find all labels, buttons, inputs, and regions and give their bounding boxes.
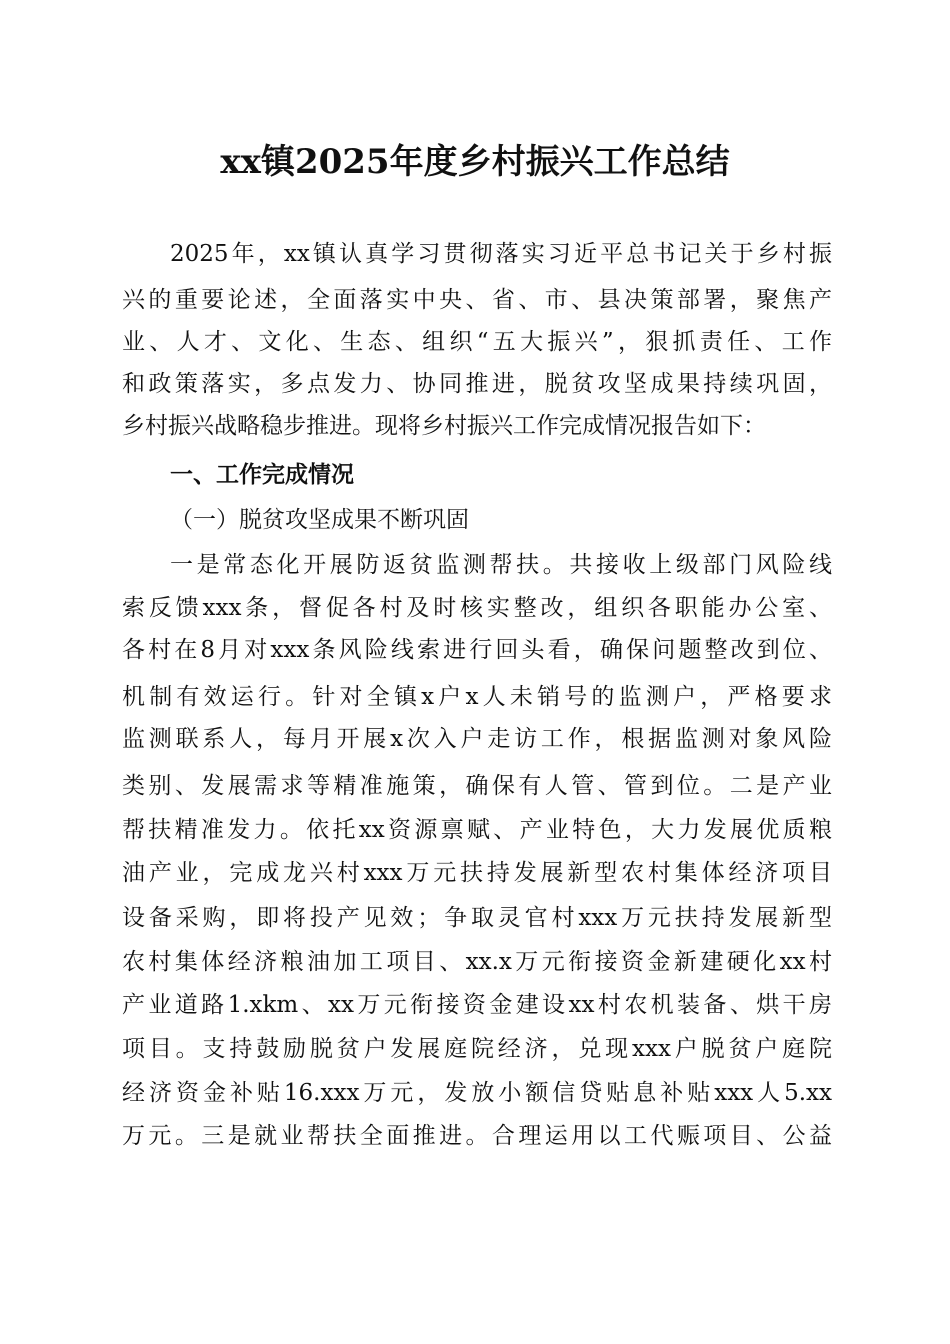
body-line: 产业道路1.xkm、xx万元衔接资金建设xx村农机装备、烘干房 — [122, 992, 832, 1018]
body-line: 农村集体经济粮油加工项目、xx.x万元衔接资金新建硬化xx村 — [122, 949, 832, 975]
section-heading: 一、工作完成情况 — [170, 462, 354, 488]
body-line: 监测联系人，每月开展x次入户走访工作，根据监测对象风险 — [122, 726, 832, 752]
body-line: 机制有效运行。针对全镇x户x人未销号的监测户，严格要求 — [122, 684, 832, 710]
body-line: 一是常态化开展防返贫监测帮扶。共接收上级部门风险线 — [170, 552, 832, 578]
intro-line: 业、人才、文化、生态、组织“五大振兴”，狠抓责任、工作 — [122, 329, 832, 355]
body-line: 油产业，完成龙兴村xxx万元扶持发展新型农村集体经济项目 — [122, 860, 832, 886]
body-line: 设备采购，即将投产见效；争取灵官村xxx万元扶持发展新型 — [122, 905, 832, 931]
body-line: 项目。支持鼓励脱贫户发展庭院经济，兑现xxx户脱贫户庭院 — [122, 1036, 832, 1062]
intro-line: 兴的重要论述，全面落实中央、省、市、县决策部署，聚焦产 — [122, 287, 832, 313]
intro-line: 乡村振兴战略稳步推进。现将乡村振兴工作完成情况报告如下： — [122, 413, 766, 439]
intro-line: 2025年，xx镇认真学习贯彻落实习近平总书记关于乡村振 — [170, 241, 832, 267]
body-line: 各村在8月对xxx条风险线索进行回头看，确保问题整改到位、 — [122, 637, 832, 663]
body-line: 万元。三是就业帮扶全面推进。合理运用以工代赈项目、公益 — [122, 1123, 832, 1149]
body-line: 索反馈xxx条，督促各村及时核实整改，组织各职能办公室、 — [122, 595, 832, 621]
intro-line: 和政策落实，多点发力、协同推进，脱贫攻坚成果持续巩固， — [122, 371, 832, 397]
subsection-heading: （一）脱贫攻坚成果不断巩固 — [170, 507, 469, 533]
body-line: 类别、发展需求等精准施策，确保有人管、管到位。二是产业 — [122, 773, 832, 799]
body-line: 经济资金补贴16.xxx万元，发放小额信贷贴息补贴xxx人5.xx — [122, 1080, 832, 1106]
document-title: xx镇2025年度乡村振兴工作总结 — [220, 142, 730, 182]
body-line: 帮扶精准发力。依托xx资源禀赋、产业特色，大力发展优质粮 — [122, 817, 832, 843]
